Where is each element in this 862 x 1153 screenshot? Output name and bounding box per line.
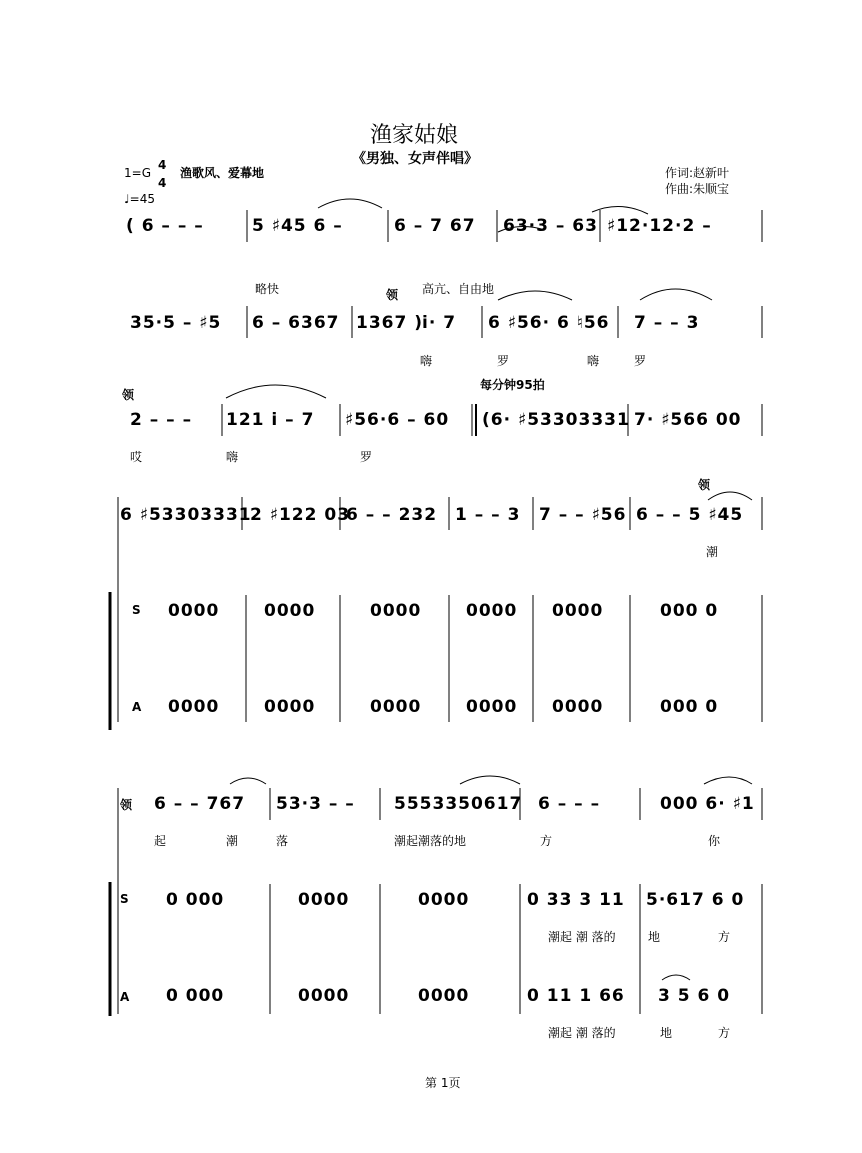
row1-measure-2: 5 ♯45 6 – bbox=[252, 216, 343, 236]
row3-measure-5: 7· ♯566 00 bbox=[634, 410, 742, 430]
row5-s-measure: 0 33 3 11 bbox=[527, 890, 625, 910]
row5-s-lyric: 方 bbox=[718, 930, 731, 944]
row2-lyric: 罗 bbox=[497, 354, 510, 368]
row5-lyric: 你 bbox=[708, 834, 721, 848]
row5-s-measure: 5·617 6 0 bbox=[646, 890, 745, 910]
row5-a-measure: 0 000 bbox=[166, 986, 225, 1006]
row4-a-measure: 0000 bbox=[466, 697, 518, 717]
row5-lyric: 潮 bbox=[226, 834, 239, 848]
row5-s-measure: 0000 bbox=[298, 890, 350, 910]
composer-credit: 作曲:朱顺宝 bbox=[665, 182, 730, 196]
row5-lyric: 潮起潮落的地 bbox=[394, 834, 467, 848]
row5-a-measure: 0 11 1 66 bbox=[527, 986, 625, 1006]
row4-s-measure: 0000 bbox=[466, 601, 518, 621]
row5-measure-1: 6 – – 767 bbox=[154, 794, 246, 814]
song-title: 渔家姑娘 bbox=[370, 123, 459, 148]
row2-measure-5: 6 ♯56· 6 ♮56 bbox=[488, 313, 610, 333]
lyricist-credit: 作词:赵新叶 bbox=[665, 166, 730, 180]
row4-a-measure: 000 0 bbox=[660, 697, 719, 717]
direction-ling-3: 领 bbox=[698, 478, 711, 492]
row5-a-lyric: 方 bbox=[718, 1026, 731, 1040]
soprano-label: S bbox=[120, 892, 129, 906]
row3-lyric: 嗨 bbox=[226, 450, 239, 464]
song-subtitle: 《男独、女声伴唱》 bbox=[352, 151, 478, 167]
row4-measure-4: 1 – – 3 bbox=[455, 505, 521, 525]
row2-lyric: 嗨 bbox=[420, 354, 433, 368]
row4-a-measure: 0000 bbox=[168, 697, 220, 717]
row4-s-measure: 0000 bbox=[370, 601, 422, 621]
row5-a-lyric: 潮起 潮 落的 bbox=[548, 1026, 616, 1040]
row5-measure-4: 6 – – – bbox=[538, 794, 601, 814]
row2-measure-6: 7 – – 3 bbox=[634, 313, 700, 333]
row2-measure-4: i· 7 bbox=[422, 313, 457, 333]
row4-s-measure: 0000 bbox=[168, 601, 220, 621]
row1-measure-1: ( 6 – – – bbox=[126, 216, 204, 236]
row5-measure-3: 5553350617 bbox=[394, 794, 523, 814]
row3-measure-4: (6· ♯53303331 bbox=[482, 410, 630, 430]
direction-ling-4: 领 bbox=[120, 798, 133, 812]
row4-measure-3: 6 – – 232 bbox=[346, 505, 438, 525]
row4-measure-5: 7 – – ♯56 bbox=[539, 505, 627, 525]
row1-measure-5: ♯12·12·2 – bbox=[607, 216, 712, 236]
row3-lyric: 罗 bbox=[360, 450, 373, 464]
row2-measure-1: 35·5 – ♯5 bbox=[130, 313, 222, 333]
row4-measure-2: 2 ♯122 03 bbox=[250, 505, 351, 525]
row2-measure-3: 1367 ) bbox=[356, 313, 424, 333]
time-signature-bottom: 4 bbox=[158, 176, 167, 190]
row5-a-measure: 0000 bbox=[298, 986, 350, 1006]
mood-marking: 渔歌风、爱幕地 bbox=[180, 166, 265, 180]
row3-measure-3: ♯56·6 – 60 bbox=[345, 410, 450, 430]
row5-lyric: 落 bbox=[276, 834, 289, 848]
row4-measure-1: 6 ♯53303331 bbox=[120, 505, 252, 525]
row4-measure-6: 6 – – 5 ♯45 bbox=[636, 505, 744, 525]
direction-ling-2: 领 bbox=[122, 388, 135, 402]
row3-lyric: 哎 bbox=[130, 450, 143, 464]
direction-lueqkuai: 略快 bbox=[255, 282, 280, 296]
row5-s-measure: 0000 bbox=[418, 890, 470, 910]
alto-label: A bbox=[120, 990, 130, 1004]
key-signature: 1=G bbox=[124, 166, 151, 180]
row4-a-measure: 0000 bbox=[552, 697, 604, 717]
page-number: 第 1页 bbox=[425, 1076, 461, 1090]
row5-a-measure: 3 5 6 0 bbox=[658, 986, 731, 1006]
row5-measure-2: 53·3 – – bbox=[276, 794, 355, 814]
row3-measure-1: 2 – – – bbox=[130, 410, 193, 430]
row4-s-measure: 000 0 bbox=[660, 601, 719, 621]
row5-s-measure: 0 000 bbox=[166, 890, 225, 910]
row4-lyric: 潮 bbox=[706, 545, 719, 559]
row4-s-measure: 0000 bbox=[264, 601, 316, 621]
direction-ling-1: 领 bbox=[386, 288, 399, 302]
row2-lyric: 罗 bbox=[634, 354, 647, 368]
row5-a-lyric: 地 bbox=[660, 1026, 673, 1040]
row5-a-measure: 0000 bbox=[418, 986, 470, 1006]
row4-s-measure: 0000 bbox=[552, 601, 604, 621]
row5-s-lyric: 潮起 潮 落的 bbox=[548, 930, 616, 944]
direction-gaokang: 高亢、自由地 bbox=[422, 282, 495, 296]
row5-lyric: 起 bbox=[154, 834, 167, 848]
row1-measure-3: 6 – 7 67 bbox=[394, 216, 476, 236]
time-signature-top: 4 bbox=[158, 158, 167, 172]
row3-measure-2: 121 i – 7 bbox=[226, 410, 315, 430]
row2-measure-2: 6 – 6367 bbox=[252, 313, 340, 333]
alto-label: A bbox=[132, 700, 142, 714]
row2-lyric: 嗨 bbox=[587, 354, 600, 368]
row5-measure-5: 000 6· ♯1 bbox=[660, 794, 755, 814]
tempo-marking: ♩=45 bbox=[124, 192, 155, 206]
direction-per-minute: 每分钟95拍 bbox=[480, 378, 545, 392]
soprano-label: S bbox=[132, 603, 141, 617]
row5-s-lyric: 地 bbox=[648, 930, 661, 944]
row4-a-measure: 0000 bbox=[264, 697, 316, 717]
row4-a-measure: 0000 bbox=[370, 697, 422, 717]
row5-lyric: 方 bbox=[540, 834, 553, 848]
row1-measure-4: 63·3 – 63 bbox=[503, 216, 598, 236]
